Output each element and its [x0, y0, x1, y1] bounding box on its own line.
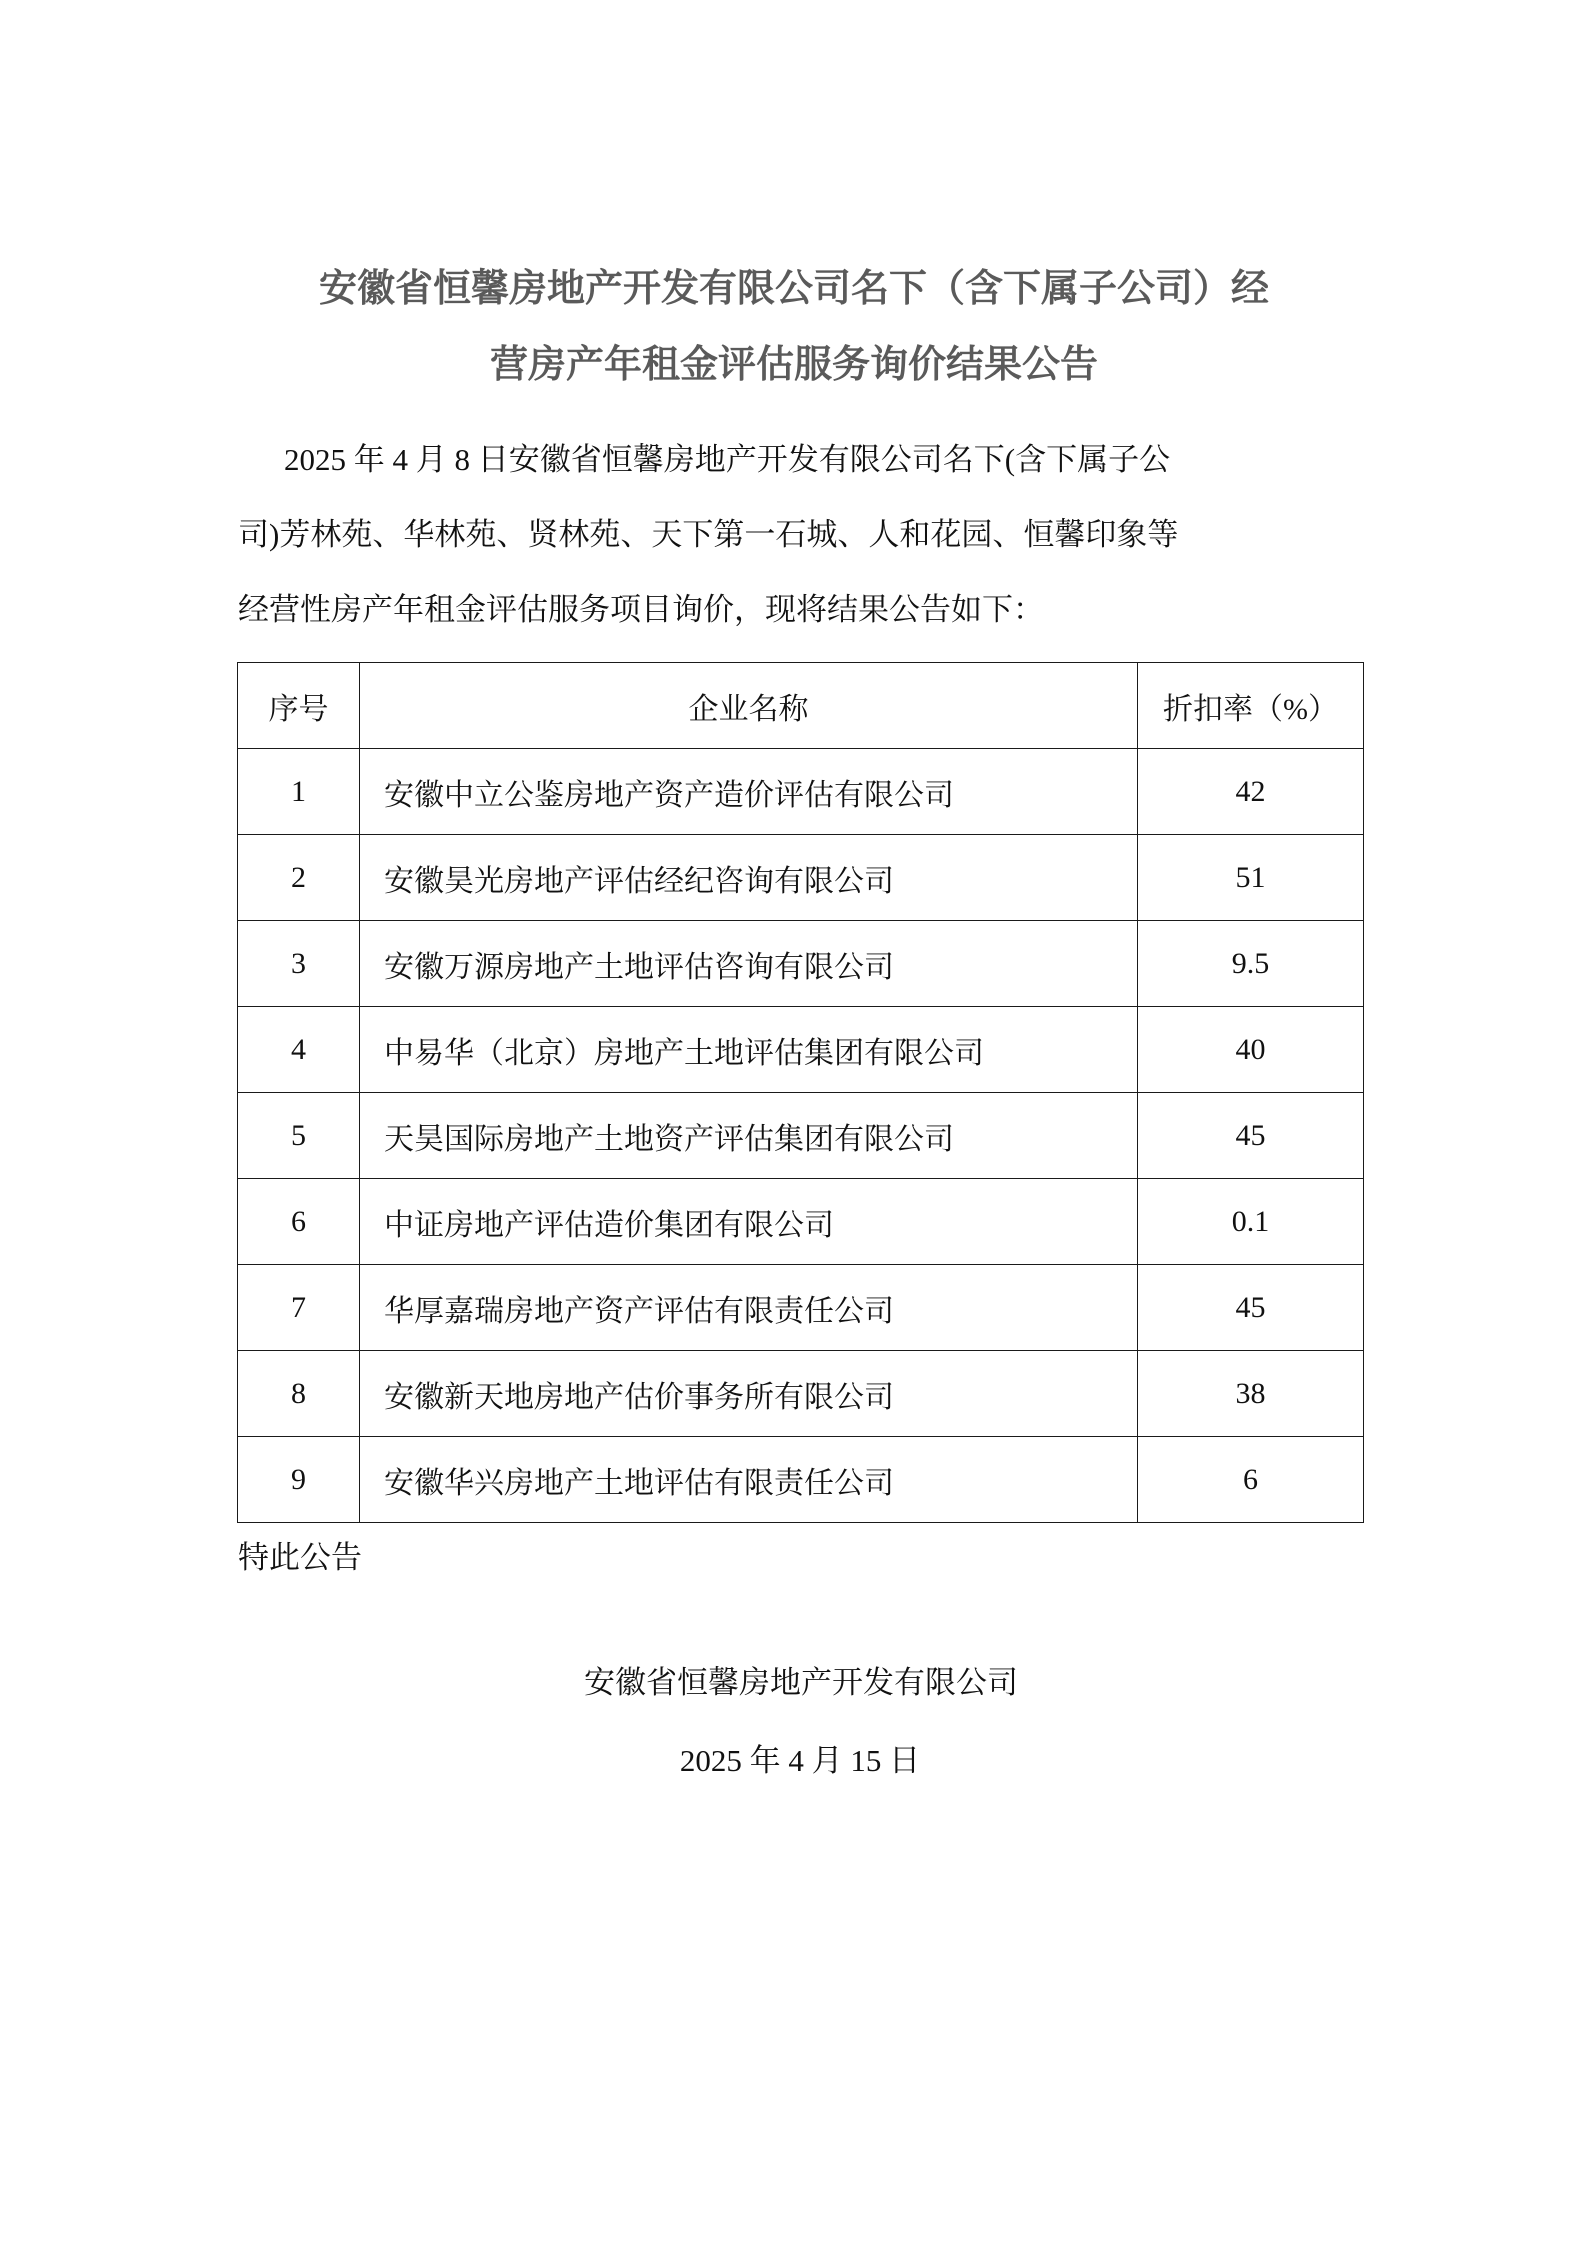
table-row	[238, 1351, 1364, 1437]
table-row	[238, 1007, 1364, 1093]
table-row	[238, 921, 1364, 1007]
cell-index: 9	[238, 1437, 360, 1523]
table-row	[238, 1093, 1364, 1179]
cell-rate: 6	[1138, 1437, 1364, 1523]
cell-rate: 40	[1138, 1007, 1364, 1093]
cell-rate: 42	[1138, 749, 1364, 835]
cell-company: 安徽万源房地产土地评估咨询有限公司	[360, 921, 1138, 1007]
cell-rate: 0.1	[1138, 1179, 1364, 1265]
body-line-3: 经营性房产年租金评估服务项目询价，现将结果公告如下：	[238, 592, 1044, 627]
body-line-1: 2025 年 4 月 8 日安徽省恒馨房地产开发有限公司名下(含下属子公	[284, 442, 1171, 477]
results-table-body	[238, 749, 1364, 1523]
cell-company: 华厚嘉瑞房地产资产评估有限责任公司	[360, 1265, 1138, 1351]
cell-rate: 9.5	[1138, 921, 1364, 1007]
cell-company: 安徽昊光房地产评估经纪咨询有限公司	[360, 835, 1138, 921]
results-table	[237, 662, 1364, 1523]
cell-rate: 38	[1138, 1351, 1364, 1437]
cell-index: 4	[238, 1007, 360, 1093]
cell-index: 6	[238, 1179, 360, 1265]
page-title	[194, 250, 1394, 402]
cell-company: 安徽新天地房地产估价事务所有限公司	[360, 1351, 1138, 1437]
body-paragraph	[238, 422, 1362, 647]
page-title-line-1: 安徽省恒馨房地产开发有限公司名下（含下属子公司）经	[318, 266, 1269, 310]
table-header-row	[238, 663, 1364, 749]
table-row	[238, 835, 1364, 921]
cell-index: 2	[238, 835, 360, 921]
cell-rate: 51	[1138, 835, 1364, 921]
cell-company: 中证房地产评估造价集团有限公司	[360, 1179, 1138, 1265]
cell-rate: 45	[1138, 1093, 1364, 1179]
signature-date: 2025 年 4 月 15 日	[679, 1743, 921, 1778]
cell-company: 安徽中立公鉴房地产资产造价评估有限公司	[360, 749, 1138, 835]
cell-index: 5	[238, 1093, 360, 1179]
page-title-line-2: 营房产年租金评估服务询价结果公告	[489, 342, 1098, 386]
closing-note: 特此公告	[238, 1540, 362, 1575]
cell-index: 7	[238, 1265, 360, 1351]
cell-company: 中易华（北京）房地产土地评估集团有限公司	[360, 1007, 1138, 1093]
cell-company: 安徽华兴房地产土地评估有限责任公司	[360, 1437, 1138, 1523]
body-line-2: 司)芳林苑、华林苑、贤林苑、天下第一石城、人和花园、恒馨印象等	[238, 517, 1179, 552]
column-header-index: 序号	[238, 663, 360, 749]
column-header-company: 企业名称	[360, 663, 1138, 749]
column-header-rate: 折扣率（%）	[1138, 663, 1364, 749]
cell-index: 1	[238, 749, 360, 835]
table-row	[238, 1179, 1364, 1265]
cell-company: 天昊国际房地产土地资产评估集团有限公司	[360, 1093, 1138, 1179]
cell-rate: 45	[1138, 1265, 1364, 1351]
table-row	[238, 749, 1364, 835]
cell-index: 8	[238, 1351, 360, 1437]
table-row	[238, 1265, 1364, 1351]
signature-block	[194, 1644, 1394, 1800]
signature-organization: 安徽省恒馨房地产开发有限公司	[584, 1665, 1018, 1700]
table-row	[238, 1437, 1364, 1523]
cell-index: 3	[238, 921, 360, 1007]
